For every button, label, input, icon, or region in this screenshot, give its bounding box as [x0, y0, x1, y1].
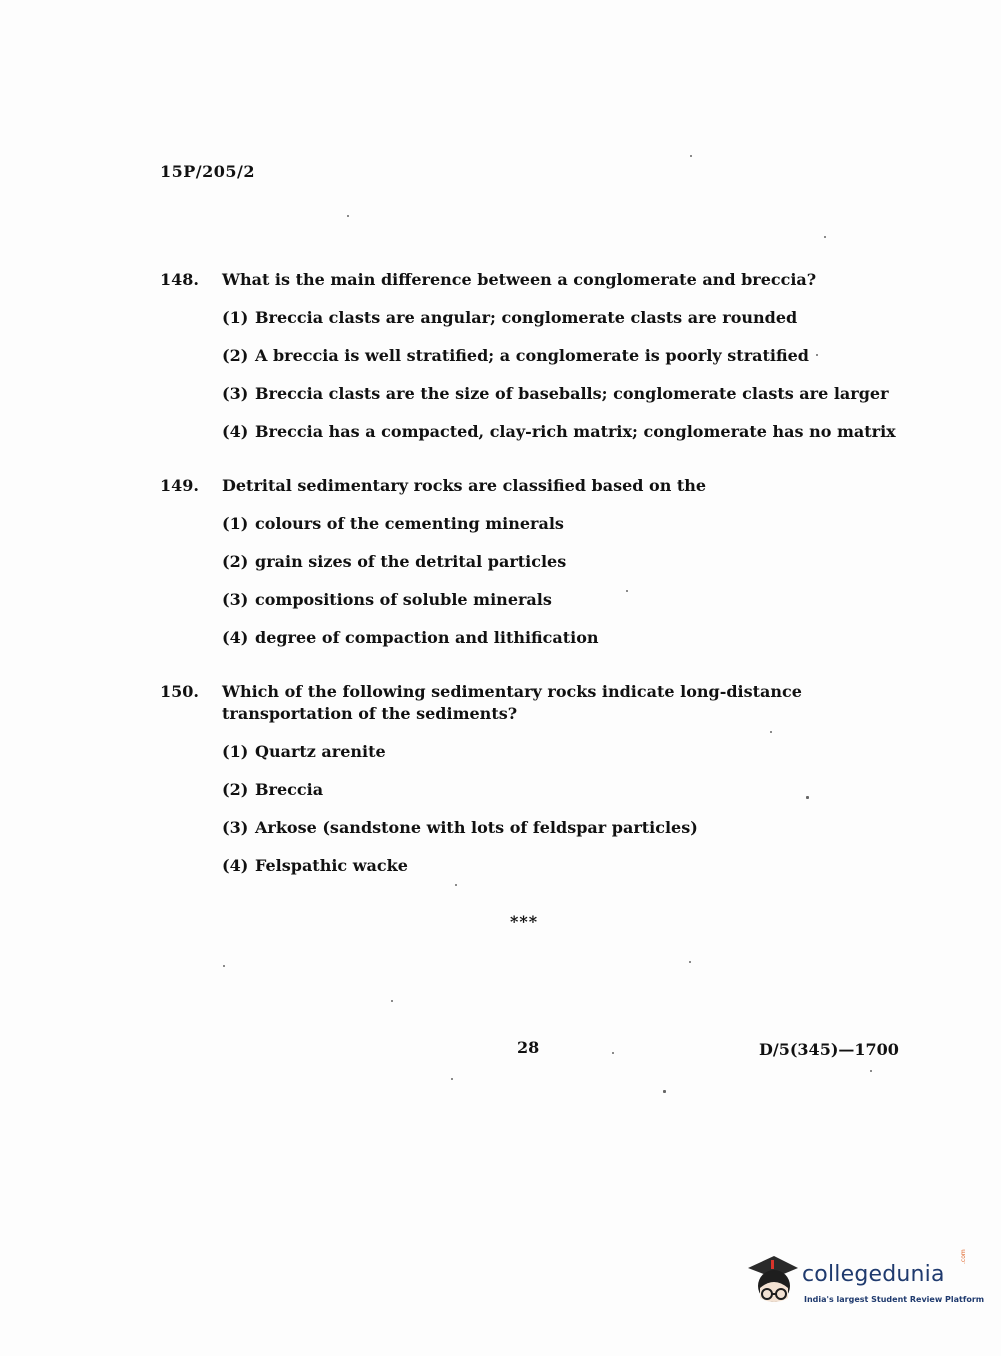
option-4 — [222, 855, 920, 877]
question-number: 148. — [160, 270, 199, 289]
scan-speck — [816, 354, 818, 356]
scan-speck — [690, 155, 692, 157]
scan-speck — [223, 965, 225, 967]
option-3 — [222, 383, 920, 405]
question-number: 149. — [160, 476, 199, 495]
page-number: 28 — [517, 1038, 540, 1057]
end-of-paper-mark: *** — [510, 912, 539, 931]
option-number: (3) — [222, 384, 249, 403]
option-4 — [222, 421, 920, 443]
option-text: degree of compaction and lithification — [255, 628, 599, 647]
option-number: (3) — [222, 590, 249, 609]
option-2 — [222, 551, 920, 573]
option-text: colours of the cementing minerals — [255, 514, 564, 533]
option-number: (4) — [222, 628, 249, 647]
brand-suffix: .com — [960, 1249, 967, 1264]
option-number: (3) — [222, 818, 249, 837]
option-3 — [222, 589, 920, 611]
option-1 — [222, 307, 920, 329]
option-text: Breccia clasts are the size of baseballs; conglomerate clasts are larger — [255, 384, 889, 403]
option-number: (2) — [222, 552, 249, 571]
option-number: (2) — [222, 346, 249, 365]
option-text: Breccia — [255, 780, 324, 799]
scan-speck — [870, 1070, 872, 1072]
option-number: (4) — [222, 856, 249, 875]
option-number: (2) — [222, 780, 249, 799]
brand-name: collegedunia — [802, 1262, 945, 1287]
option-text: Felspathic wacke — [255, 856, 408, 875]
question-149 — [160, 475, 920, 649]
scan-speck — [824, 236, 826, 238]
footer-code: D/5(345)—1700 — [759, 1040, 899, 1059]
option-3 — [222, 817, 920, 839]
question-150 — [160, 681, 920, 877]
option-text: Quartz arenite — [255, 742, 386, 761]
scan-speck — [451, 1078, 453, 1080]
option-text: Breccia has a compacted, clay-rich matrix; conglomerate has no matrix — [255, 422, 896, 441]
option-text: A breccia is well stratified; a conglomerate is poorly stratified — [255, 346, 809, 365]
option-4 — [222, 627, 920, 649]
scan-speck — [612, 1052, 614, 1054]
brand-tagline: India's largest Student Review Platform — [804, 1295, 985, 1304]
scan-speck — [806, 796, 809, 799]
mascot-icon — [744, 1250, 800, 1310]
question-148 — [160, 269, 920, 443]
option-number: (1) — [222, 742, 249, 761]
scan-speck — [663, 1090, 666, 1093]
option-1 — [222, 741, 920, 763]
option-text: grain sizes of the detrital particles — [255, 552, 567, 571]
option-number: (1) — [222, 308, 249, 327]
option-text: Arkose (sandstone with lots of feldspar particles) — [255, 818, 698, 837]
option-number: (4) — [222, 422, 249, 441]
scan-speck — [689, 961, 691, 963]
scan-speck — [770, 731, 772, 733]
question-number: 150. — [160, 682, 199, 701]
scan-speck — [391, 1000, 393, 1002]
option-text: Breccia clasts are angular; conglomerate clasts are rounded — [255, 308, 798, 327]
scan-speck — [626, 590, 628, 592]
question-text: What is the main difference between a conglomerate and breccia? — [222, 270, 817, 289]
collegedunia-logo — [744, 1249, 985, 1310]
option-text: compositions of soluble minerals — [255, 590, 552, 609]
option-1 — [222, 513, 920, 535]
question-text: Detrital sedimentary rocks are classified based on the — [222, 476, 707, 495]
option-2 — [222, 345, 920, 367]
question-text: Which of the following sedimentary rocks indicate long-distance transportation of the sediments? — [222, 682, 802, 723]
scan-speck — [347, 215, 349, 217]
option-2 — [222, 779, 920, 801]
option-number: (1) — [222, 514, 249, 533]
scan-speck — [455, 884, 457, 886]
paper-code: 15P/205/2 — [160, 162, 256, 181]
